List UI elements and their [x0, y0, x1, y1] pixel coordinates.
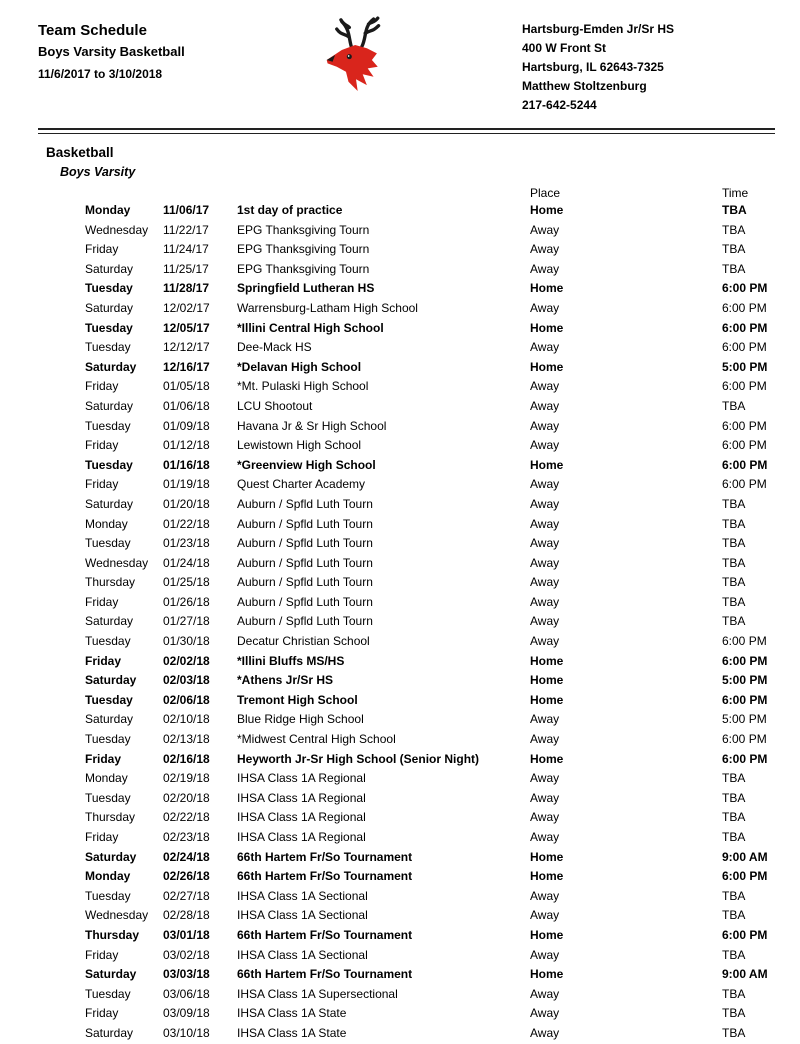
header-double-rule [38, 128, 775, 134]
schedule-table [85, 187, 775, 1044]
cell-event: IHSA Class 1A Sectional [237, 888, 368, 903]
cell-place: Away [530, 555, 560, 570]
cell-time: 6:00 PM [722, 457, 768, 472]
cell-place: Away [530, 888, 560, 903]
stag-mascot-icon [310, 12, 402, 103]
cell-time: TBA [722, 986, 746, 1001]
cell-event: Decatur Christian School [237, 634, 370, 649]
cell-event: IHSA Class 1A Supersectional [237, 986, 398, 1001]
header-left-block [38, 12, 308, 81]
cell-event: Warrensburg-Latham High School [237, 300, 418, 315]
cell-time: TBA [722, 888, 746, 903]
cell-time: TBA [722, 398, 746, 413]
table-row [85, 534, 775, 554]
cell-event: 66th Hartem Fr/So Tournament [237, 849, 413, 864]
cell-event: IHSA Class 1A Regional [237, 830, 366, 844]
col-date-header [163, 187, 237, 201]
table-row [85, 417, 775, 437]
cell-date: 02/23/18 [163, 830, 210, 844]
cell-event: *Athens Jr/Sr HS [237, 673, 334, 688]
cell-place: Away [530, 771, 560, 786]
cell-time: 9:00 AM [722, 849, 768, 864]
cell-day: Tuesday [85, 790, 131, 805]
page-header [38, 12, 775, 115]
cell-place: Away [530, 575, 560, 590]
col-day-header [85, 187, 163, 201]
cell-time: 6:00 PM [722, 418, 767, 433]
cell-day: Wednesday [85, 908, 149, 923]
cell-date: 12/05/17 [163, 320, 210, 335]
cell-place: Away [530, 614, 560, 629]
cell-place: Away [530, 594, 560, 609]
cell-place: Away [530, 634, 560, 649]
cell-day: Saturday [85, 849, 137, 864]
cell-place: Away [530, 242, 560, 257]
cell-place: Away [530, 986, 560, 1001]
table-row [85, 240, 775, 260]
cell-event: Havana Jr & Sr High School [237, 418, 387, 433]
cell-place: Away [530, 830, 560, 844]
cell-date: 02/16/18 [163, 751, 210, 766]
cell-day: Tuesday [85, 418, 131, 433]
cell-event: Auburn / Spfld Luth Tourn [237, 594, 373, 609]
cell-place: Away [530, 398, 560, 413]
cell-time: TBA [722, 516, 746, 531]
table-row [85, 808, 775, 828]
cell-place: Home [530, 457, 564, 472]
cell-event: EPG Thanksgiving Tourn [237, 222, 370, 237]
cell-place: Home [530, 203, 564, 217]
cell-place: Home [530, 692, 564, 707]
table-row [85, 338, 775, 358]
cell-date: 11/28/17 [163, 281, 210, 296]
table-row [85, 926, 775, 946]
cell-time: 6:00 PM [722, 869, 768, 884]
cell-day: Tuesday [85, 536, 131, 551]
cell-time: 6:00 PM [722, 379, 767, 394]
cell-time: TBA [722, 830, 746, 844]
cell-date: 01/05/18 [163, 379, 210, 394]
cell-place: Home [530, 673, 564, 688]
table-row [85, 377, 775, 397]
cell-event: Auburn / Spfld Luth Tourn [237, 516, 373, 531]
cell-place: Away [530, 496, 560, 511]
cell-place: Home [530, 751, 564, 766]
table-row [85, 965, 775, 985]
table-row [85, 456, 775, 476]
table-row [85, 1024, 775, 1044]
cell-place: Away [530, 261, 560, 276]
cell-event: LCU Shootout [237, 398, 313, 413]
cell-event: Heyworth Jr-Sr High School (Senior Night) [237, 751, 480, 766]
cell-event: Quest Charter Academy [237, 477, 366, 492]
cell-event: Dee-Mack HS [237, 340, 312, 355]
table-row [85, 710, 775, 730]
cell-day: Monday [85, 203, 131, 217]
contact-name: Matthew Stoltzenburg [522, 79, 647, 93]
cell-time: TBA [722, 1006, 746, 1021]
table-row [85, 867, 775, 887]
table-row [85, 201, 775, 221]
cell-place: Away [530, 1025, 560, 1040]
table-row [85, 1004, 775, 1024]
cell-time: TBA [722, 242, 746, 257]
cell-place: Away [530, 947, 560, 962]
cell-day: Tuesday [85, 457, 133, 472]
cell-event: 1st day of practice [237, 203, 343, 217]
table-row [85, 495, 775, 515]
cell-event: 66th Hartem Fr/So Tournament [237, 869, 413, 884]
cell-place: Home [530, 927, 564, 942]
cell-place: Away [530, 790, 560, 805]
cell-time: 6:00 PM [722, 653, 768, 668]
table-row [85, 652, 775, 672]
table-row [85, 671, 775, 691]
cell-day: Tuesday [85, 692, 133, 707]
cell-time: TBA [722, 496, 746, 511]
cell-day: Tuesday [85, 340, 131, 355]
cell-event: *Greenview High School [237, 457, 376, 472]
cell-event: Blue Ridge High School [237, 712, 364, 727]
cell-day: Wednesday [85, 222, 149, 237]
cell-date: 02/26/18 [163, 869, 210, 884]
cell-day: Saturday [85, 300, 134, 315]
cell-date: 02/19/18 [163, 771, 210, 786]
cell-place: Away [530, 1006, 560, 1021]
cell-place: Away [530, 908, 560, 923]
cell-date: 01/19/18 [163, 477, 210, 492]
cell-day: Saturday [85, 712, 134, 727]
cell-time: TBA [722, 771, 746, 786]
cell-event: Auburn / Spfld Luth Tourn [237, 575, 373, 590]
cell-time: 6:00 PM [722, 477, 767, 492]
cell-day: Saturday [85, 614, 134, 629]
cell-date: 03/03/18 [163, 967, 210, 982]
sport-section-title: Basketball [46, 145, 114, 160]
table-row [85, 358, 775, 378]
cell-day: Saturday [85, 359, 137, 374]
cell-date: 03/01/18 [163, 927, 210, 942]
cell-place: Away [530, 379, 560, 394]
table-row [85, 730, 775, 750]
cell-date: 01/25/18 [163, 575, 210, 590]
season-date-range: 11/6/2017 to 3/10/2018 [38, 67, 163, 81]
cell-place: Away [530, 477, 560, 492]
cell-date: 01/30/18 [163, 634, 210, 649]
table-row [85, 593, 775, 613]
cell-day: Tuesday [85, 888, 131, 903]
cell-place: Away [530, 516, 560, 531]
cell-time: TBA [722, 908, 746, 923]
cell-time: 6:00 PM [722, 692, 768, 707]
col-time-header: Time [722, 187, 749, 200]
cell-event: IHSA Class 1A Regional [237, 810, 366, 825]
col-event-header [237, 187, 530, 201]
table-row [85, 279, 775, 299]
cell-event: IHSA Class 1A Sectional [237, 947, 368, 962]
school-address-line2: Hartsburg, IL 62643-7325 [522, 60, 664, 74]
table-row [85, 319, 775, 339]
cell-date: 01/06/18 [163, 398, 210, 413]
table-row [85, 221, 775, 241]
table-row [85, 573, 775, 593]
cell-date: 01/23/18 [163, 536, 210, 551]
cell-time: TBA [722, 614, 746, 629]
cell-event: IHSA Class 1A State [237, 1006, 347, 1021]
cell-place: Away [530, 810, 560, 825]
cell-date: 12/02/17 [163, 300, 210, 315]
cell-date: 03/02/18 [163, 947, 210, 962]
cell-day: Tuesday [85, 986, 131, 1001]
cell-event: Auburn / Spfld Luth Tourn [237, 496, 373, 511]
cell-place: Home [530, 653, 564, 668]
cell-date: 01/22/18 [163, 516, 210, 531]
contact-phone: 217-642-5244 [522, 98, 597, 112]
cell-time: 6:00 PM [722, 300, 767, 315]
cell-date: 01/27/18 [163, 614, 210, 629]
cell-day: Tuesday [85, 281, 133, 296]
cell-time: TBA [722, 810, 746, 825]
cell-day: Thursday [85, 575, 136, 590]
cell-date: 12/12/17 [163, 340, 210, 355]
cell-day: Saturday [85, 496, 134, 511]
cell-day: Tuesday [85, 732, 131, 747]
table-row [85, 632, 775, 652]
cell-event: *Delavan High School [237, 359, 362, 374]
cell-time: 6:00 PM [722, 634, 767, 649]
cell-date: 03/10/18 [163, 1025, 210, 1040]
cell-date: 02/27/18 [163, 888, 210, 903]
cell-day: Saturday [85, 398, 134, 413]
cell-time: TBA [722, 790, 746, 805]
col-place-header: Place [530, 187, 561, 200]
cell-date: 01/09/18 [163, 418, 210, 433]
cell-place: Home [530, 281, 564, 296]
table-row [85, 906, 775, 926]
cell-day: Tuesday [85, 634, 131, 649]
cell-day: Saturday [85, 261, 134, 276]
table-row [85, 985, 775, 1005]
cell-event: *Illini Bluffs MS/HS [237, 653, 345, 668]
cell-day: Thursday [85, 927, 140, 942]
cell-time: 6:00 PM [722, 281, 768, 296]
table-row [85, 436, 775, 456]
table-row [85, 554, 775, 574]
cell-date: 02/13/18 [163, 732, 210, 747]
cell-day: Saturday [85, 1025, 134, 1040]
cell-event: IHSA Class 1A Regional [237, 790, 366, 805]
cell-date: 02/10/18 [163, 712, 210, 727]
table-row [85, 260, 775, 280]
team-section-title: Boys Varsity [60, 165, 136, 179]
cell-date: 11/24/17 [163, 242, 209, 257]
team-subtitle: Boys Varsity Basketball [38, 44, 185, 59]
cell-event: *Midwest Central High School [237, 732, 396, 747]
cell-date: 02/03/18 [163, 673, 210, 688]
cell-date: 12/16/17 [163, 359, 210, 374]
cell-date: 01/24/18 [163, 555, 210, 570]
cell-time: TBA [722, 555, 746, 570]
cell-date: 01/26/18 [163, 594, 210, 609]
cell-time: 6:00 PM [722, 927, 768, 942]
cell-time: 5:00 PM [722, 712, 767, 727]
cell-day: Tuesday [85, 320, 133, 335]
table-row [85, 887, 775, 907]
cell-time: TBA [722, 947, 746, 962]
cell-time: 6:00 PM [722, 438, 767, 453]
cell-event: Tremont High School [237, 692, 358, 707]
cell-day: Friday [85, 653, 122, 668]
page-title: Team Schedule [38, 22, 147, 39]
cell-day: Wednesday [85, 555, 149, 570]
cell-time: 5:00 PM [722, 359, 768, 374]
cell-time: TBA [722, 261, 746, 276]
table-row [85, 515, 775, 535]
table-row [85, 828, 775, 848]
cell-date: 01/20/18 [163, 496, 210, 511]
table-row [85, 612, 775, 632]
cell-place: Away [530, 732, 560, 747]
cell-date: 02/06/18 [163, 692, 210, 707]
cell-day: Monday [85, 516, 128, 531]
cell-place: Away [530, 222, 560, 237]
school-info-block [522, 12, 775, 115]
cell-place: Away [530, 438, 560, 453]
cell-event: EPG Thanksgiving Tourn [237, 242, 370, 257]
cell-day: Friday [85, 830, 119, 844]
cell-event: 66th Hartem Fr/So Tournament [237, 927, 413, 942]
cell-place: Home [530, 320, 564, 335]
cell-date: 11/22/17 [163, 222, 209, 237]
table-row [85, 789, 775, 809]
cell-event: Auburn / Spfld Luth Tourn [237, 555, 373, 570]
cell-event: IHSA Class 1A Regional [237, 771, 366, 786]
cell-time: 6:00 PM [722, 751, 768, 766]
cell-date: 02/02/18 [163, 653, 210, 668]
cell-date: 01/16/18 [163, 457, 210, 472]
cell-place: Home [530, 967, 564, 982]
cell-place: Away [530, 340, 560, 355]
cell-day: Friday [85, 477, 119, 492]
cell-event: IHSA Class 1A Sectional [237, 908, 368, 923]
school-name: Hartsburg-Emden Jr/Sr HS [522, 22, 675, 36]
cell-date: 01/12/18 [163, 438, 210, 453]
cell-place: Away [530, 418, 560, 433]
table-row [85, 397, 775, 417]
cell-day: Friday [85, 379, 119, 394]
cell-day: Friday [85, 751, 122, 766]
table-row [85, 299, 775, 319]
cell-time: 6:00 PM [722, 320, 768, 335]
cell-event: Lewistown High School [237, 438, 362, 453]
cell-date: 03/06/18 [163, 986, 210, 1001]
cell-time: 6:00 PM [722, 340, 767, 355]
cell-day: Friday [85, 438, 119, 453]
cell-date: 03/09/18 [163, 1006, 210, 1021]
cell-date: 02/20/18 [163, 790, 210, 805]
cell-event: Springfield Lutheran HS [237, 281, 375, 296]
cell-event: *Illini Central High School [237, 320, 384, 335]
cell-date: 11/06/17 [163, 203, 210, 217]
cell-day: Friday [85, 947, 119, 962]
cell-place: Away [530, 712, 560, 727]
cell-event: IHSA Class 1A State [237, 1025, 347, 1040]
cell-place: Home [530, 869, 564, 884]
cell-time: 5:00 PM [722, 673, 768, 688]
table-row [85, 750, 775, 770]
table-row [85, 769, 775, 789]
cell-day: Saturday [85, 673, 137, 688]
cell-date: 02/24/18 [163, 849, 210, 864]
table-row [85, 475, 775, 495]
cell-place: Home [530, 849, 564, 864]
table-header-row [85, 187, 775, 201]
cell-place: Home [530, 359, 564, 374]
cell-time: TBA [722, 203, 747, 217]
cell-date: 02/22/18 [163, 810, 210, 825]
cell-event: Auburn / Spfld Luth Tourn [237, 614, 373, 629]
cell-day: Monday [85, 771, 128, 786]
cell-time: TBA [722, 594, 746, 609]
cell-event: EPG Thanksgiving Tourn [237, 261, 370, 276]
cell-time: 6:00 PM [722, 732, 767, 747]
cell-date: 02/28/18 [163, 908, 210, 923]
cell-event: Auburn / Spfld Luth Tourn [237, 536, 373, 551]
cell-day: Thursday [85, 810, 136, 825]
table-row [85, 848, 775, 868]
school-logo [308, 12, 404, 103]
school-address-line1: 400 W Front St [522, 41, 607, 55]
cell-time: TBA [722, 1025, 746, 1040]
cell-day: Friday [85, 594, 119, 609]
cell-day: Monday [85, 869, 131, 884]
cell-day: Friday [85, 242, 119, 257]
cell-place: Away [530, 536, 560, 551]
cell-time: TBA [722, 222, 746, 237]
table-row [85, 946, 775, 966]
table-row [85, 691, 775, 711]
cell-time: 9:00 AM [722, 967, 768, 982]
cell-event: 66th Hartem Fr/So Tournament [237, 967, 413, 982]
cell-time: TBA [722, 536, 746, 551]
cell-time: TBA [722, 575, 746, 590]
cell-date: 11/25/17 [163, 261, 209, 276]
cell-place: Away [530, 300, 560, 315]
cell-day: Friday [85, 1006, 119, 1021]
cell-event: *Mt. Pulaski High School [237, 379, 369, 394]
cell-day: Saturday [85, 967, 137, 982]
schedule-rows [85, 201, 775, 1044]
